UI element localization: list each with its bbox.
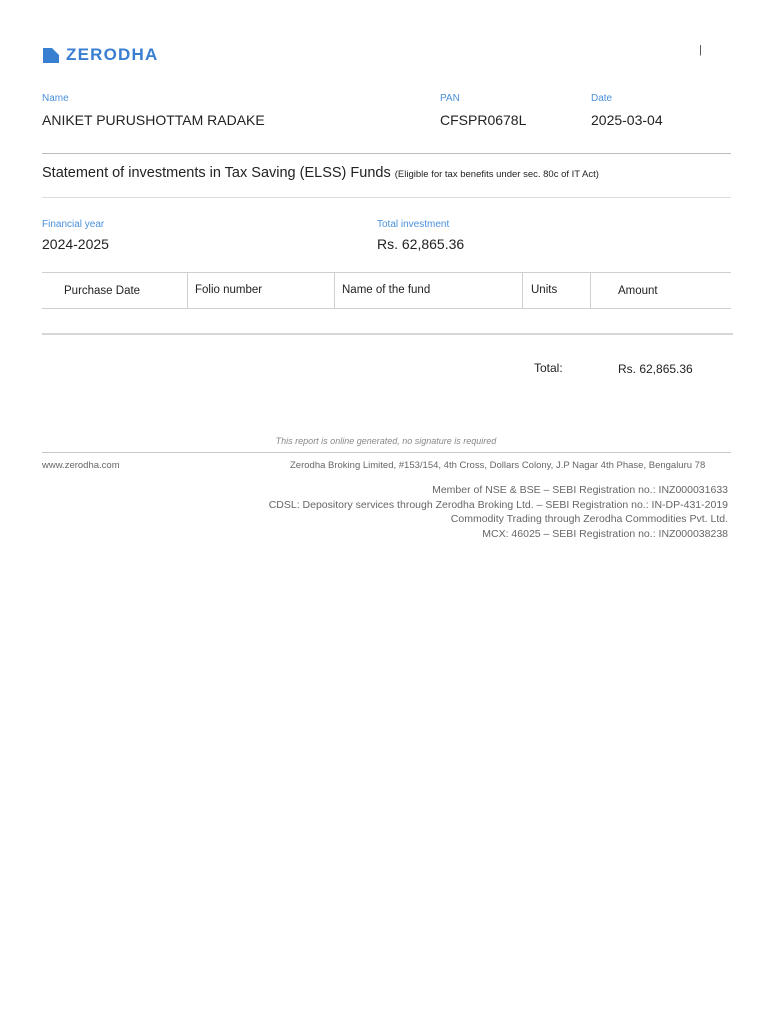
divider (42, 153, 731, 154)
column-header-folio-number (188, 273, 334, 308)
footer-divider (42, 452, 731, 453)
total-investment-label: Total investment (377, 219, 450, 230)
zerodha-logo-icon (43, 48, 59, 63)
logo-text: ZERODHA (66, 45, 159, 64)
statement-title (42, 165, 599, 181)
registration-line: CDSL: Depository services through Zerodha Broking Ltd. – SEBI Registration no.: IN-DP-431-2019 (268, 498, 728, 511)
corner-mark: | (699, 44, 702, 56)
statement-title-text: Statement of investments in Tax Saving (ELSS) Funds (42, 165, 391, 181)
column-header-purchase-date (42, 273, 187, 308)
column-header-label: Name of the fund (342, 284, 431, 296)
column-header-label: Units (531, 284, 558, 296)
registration-line: MCX: 46025 – SEBI Registration no.: INZ000038238 (482, 527, 728, 540)
table-total-value: Rs. 62,865.36 (618, 362, 693, 376)
statement-subtitle: (Eligible for tax benefits under sec. 80c of IT Act) (394, 169, 599, 180)
divider (42, 197, 731, 198)
date-value: 2025-03-04 (591, 112, 663, 128)
table-bottom-rule (42, 333, 733, 335)
name-label: Name (42, 93, 69, 104)
column-header-units (523, 273, 590, 308)
company-address: Zerodha Broking Limited, #153/154, 4th Cross, Dollars Colony, J.P Nagar 4th Phase, Bengaluru 78 (290, 460, 706, 471)
registration-line: Commodity Trading through Zerodha Commodities Pvt. Ltd. (450, 513, 728, 525)
website-text: www.zerodha.com (42, 460, 120, 471)
financial-year-label: Financial year (42, 219, 105, 230)
registration-details (269, 483, 728, 541)
investments-table-header (42, 272, 731, 309)
table-total-label: Total: (534, 361, 563, 375)
financial-year-value: 2024-2025 (42, 236, 109, 252)
registration-line: Member of NSE & BSE – SEBI Registration no.: INZ000031633 (432, 484, 728, 496)
zerodha-logo (43, 45, 158, 65)
pan-label: PAN (440, 93, 460, 104)
column-header-amount (591, 273, 731, 308)
column-header-label: Purchase Date (64, 285, 141, 297)
pan-value: CFSPR0678L (440, 112, 527, 128)
column-header-label: Folio number (195, 284, 263, 296)
column-header-fund-name (335, 273, 522, 308)
client-name: ANIKET PURUSHOTTAM RADAKE (42, 112, 265, 128)
total-investment-value: Rs. 62,865.36 (377, 236, 465, 252)
column-header-label: Amount (618, 285, 658, 297)
date-label: Date (591, 93, 613, 104)
signature-note: This report is online generated, no signature is required (275, 436, 497, 446)
